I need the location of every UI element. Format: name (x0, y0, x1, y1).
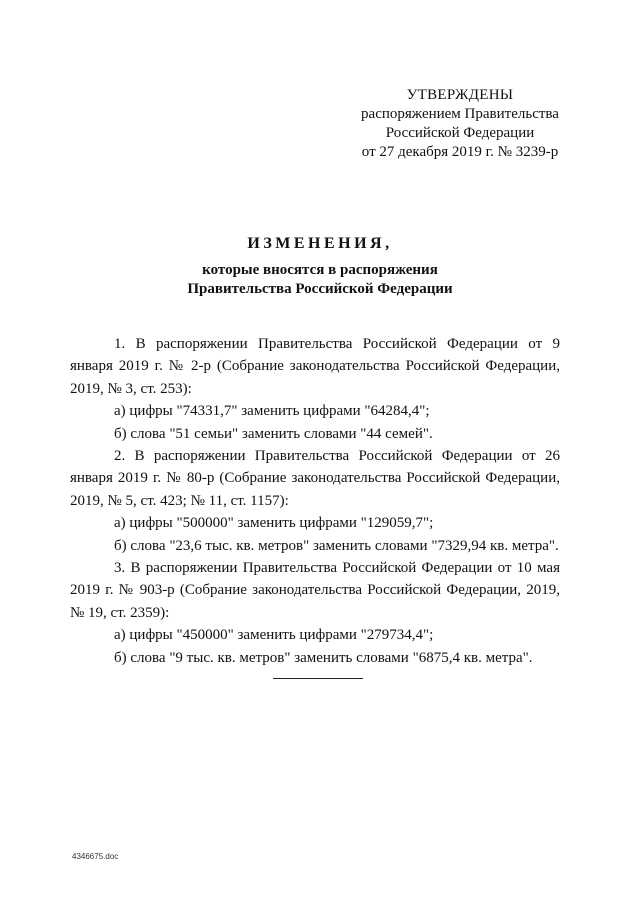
heading-sub-line-2: Правительства Российской Федерации (187, 281, 453, 297)
heading-sub-line-1: которые вносятся в распоряжения (202, 262, 438, 278)
item-3-text: 3. В распоряжении Правительства Российской Федерации от 10 мая 2019 г. № 903-р (Собрание законодательства Российской Федерации, 2019, № 19, ст. 2359): (70, 560, 560, 621)
item-1-sub-b: б) слова "51 семьи" заменить словами "44 семей". (114, 425, 433, 442)
approval-line-2: Российской Федерации (385, 125, 535, 141)
item-2-text: 2. В распоряжении Правительства Российской Федерации от 26 января 2019 г. № 80-р (Собрание законодательства Российской Федерации, 2019, № 5, ст. 423; № 11, ст. 1157): (70, 448, 560, 509)
heading-main: ИЗМЕНЕНИЯ, (247, 235, 393, 252)
approval-title: УТВЕРЖДЕНЫ (406, 87, 514, 103)
document-code: 4346675.doc (72, 852, 119, 861)
item-1-sub-a: а) цифры "74331,7" заменить цифрами "64284,4"; (114, 403, 430, 420)
item-3-sub-b: б) слова "9 тыс. кв. метров" заменить словами "6875,4 кв. метра". (114, 649, 533, 666)
approval-line-3: от 27 декабря 2019 г. № 3239-р (361, 144, 559, 160)
approval-stamp (330, 86, 590, 162)
item-1-text: 1. В распоряжении Правительства Российской Федерации от 9 января 2019 г. № 2-р (Собрание законодательства Российской Федерации, 2019, № 3, ст. 253): (70, 336, 560, 397)
item-3-sub-a: а) цифры "450000" заменить цифрами "279734,4"; (114, 627, 434, 644)
document-heading (70, 234, 570, 299)
approval-line-1: распоряжением Правительства (361, 106, 559, 122)
document-body (70, 333, 560, 669)
item-2-sub-a: а) цифры "500000" заменить цифрами "129059,7"; (114, 515, 434, 532)
heading-subtitle (70, 261, 570, 299)
item-2-sub-b: б) слова "23,6 тыс. кв. метров" заменить словами "7329,94 кв. метра". (114, 537, 559, 554)
end-divider-line (273, 678, 363, 679)
